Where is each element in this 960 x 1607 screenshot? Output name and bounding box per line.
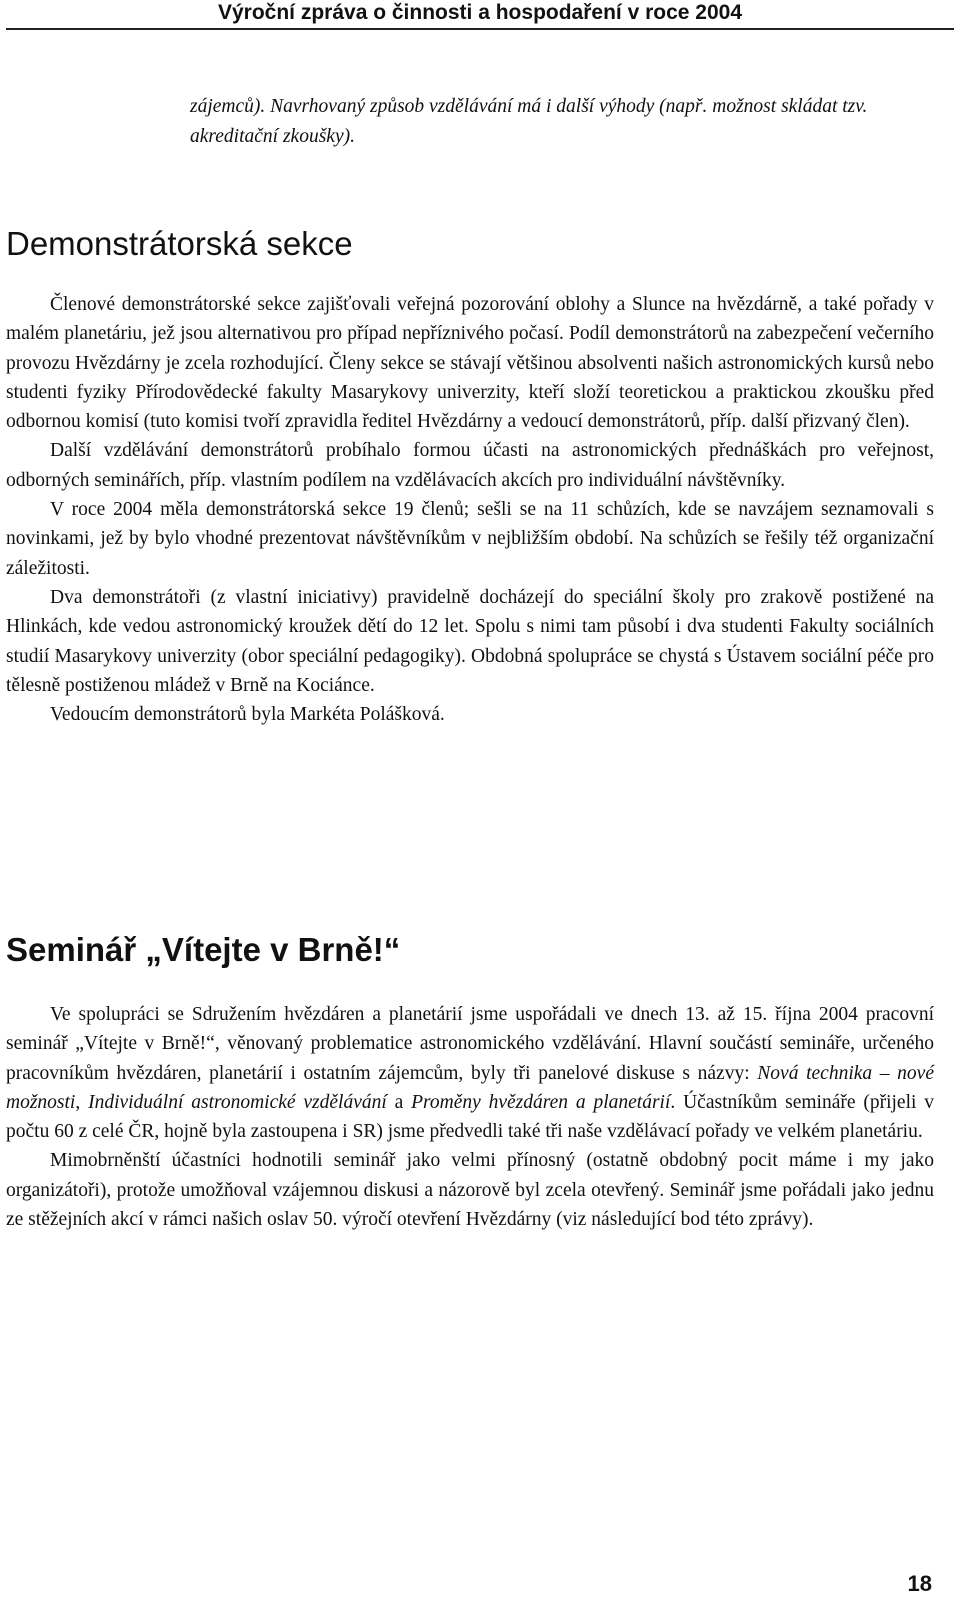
section-demonstrators — [6, 290, 934, 729]
text-run: . Účastníkům semináře (přijeli v počtu 60 z celé ČR, hojně byla zastoupena i SR) jsme předvedli také tři naše vzdělávací pořady ve velkém planetáriu. — [6, 1091, 935, 1143]
paragraph: Vedoucím demonstrátorů byla Markéta Polášková. — [50, 704, 445, 726]
paragraph — [6, 1000, 934, 1146]
page-number: 18 — [907, 1571, 932, 1596]
section-seminar — [6, 1000, 934, 1234]
paragraph: Členové demonstrátorské sekce zajišťovali veřejná pozorování oblohy a Slunce na hvězdárně, a také pořady v malém planetáriu, jež jsou alternativou pro případ nepříznivého počasí. Podíl demonstrátorů na zabezpečení večerního provozu Hvězdárny je zcela rozhodující. Členy sekce se stávají většinou absolventi našich astronomických kursů nebo studenti fyziky Přírodovědecké fakulty Masarykovy univerzity, kteří složí teoretickou a praktickou zkoušku před odbornou komisí (tuto komisi tvoří zpravidla ředitel Hvězdárny a vedoucí demonstrátorů, příp. další přizvaný člen). — [6, 294, 934, 433]
paragraph: Mimobrněnští účastníci hodnotili seminář jako velmi přínosný (ostatně obdobný pocit máme i my jako organizátoři), protože umožňoval vzájemnou diskusi a názorově byl zcela otevřený. Seminář jsme pořádali jako jednu ze stěžejních akcí v rámci našich oslav 50. výročí otevření Hvězdárny (viz následující bod této zprávy). — [6, 1150, 934, 1231]
text-run: , — [75, 1091, 89, 1113]
section-heading-demonstrators: Demonstrátorská sekce — [6, 225, 353, 262]
page-header — [6, 0, 954, 30]
paragraph: V roce 2004 měla demonstrátorská sekce 19 členů; sešli se na 11 schůzích, kde se navzájem seznamovali s novinkami, jež by bylo vhodné prezentovat návštěvníkům v nejbližším období. Na schůzích se řešily též organizační záležitosti. — [6, 499, 934, 579]
section-heading-seminar: Seminář „Vítejte v Brně!“ — [6, 931, 401, 968]
panel-title-3: Proměny hvězdáren a planetárií — [411, 1091, 671, 1113]
intro-paragraph: zájemců). Navrhovaný způsob vzdělávání má i další výhody (např. možnost skládat tzv. akreditační zkoušky). — [190, 96, 868, 147]
report-title: Výroční zpráva o činnosti a hospodaření v roce 2004 — [217, 1, 742, 24]
paragraph: Další vzdělávání demonstrátorů probíhalo formou účasti na astronomických přednáškách pro veřejnost, odborných seminářích, příp. vlastním podílem na vzdělávacích akcích pro individuální návštěvníky. — [6, 440, 934, 491]
text-run: a — [386, 1091, 412, 1113]
paragraph: Dva demonstrátoři (z vlastní iniciativy) pravidelně docházejí do speciální školy pro zrakově postižené na Hlinkách, kde vedou astronomický kroužek dětí do 12 let. Spolu s nimi tam působí i dva studenti Fakulty sociálních studií Masarykovy univerzity (obor speciální pedagogiky). Obdobná spolupráce se chystá s Ústavem sociální péče pro tělesně postiženou mládež v Brně na Kociánce. — [6, 586, 934, 696]
panel-title-2: Individuální astronomické vzdělávání — [88, 1091, 387, 1113]
panel-title-1: Nová technika – nové možnosti — [6, 1062, 934, 1113]
text-run: Ve spolupráci se Sdružením hvězdáren a planetárií jsme uspořádali ve dnech 13. až 15. října 2004 pracovní seminář „Vítejte v Brně!“, věnovaný problematice astronomického vzdělávání. Hlavní součástí semináře, určeného pracovníkům hvězdáren, planetárií i ostatním zájemcům, byly tři panelové diskuse s názvy: — [6, 1004, 934, 1084]
